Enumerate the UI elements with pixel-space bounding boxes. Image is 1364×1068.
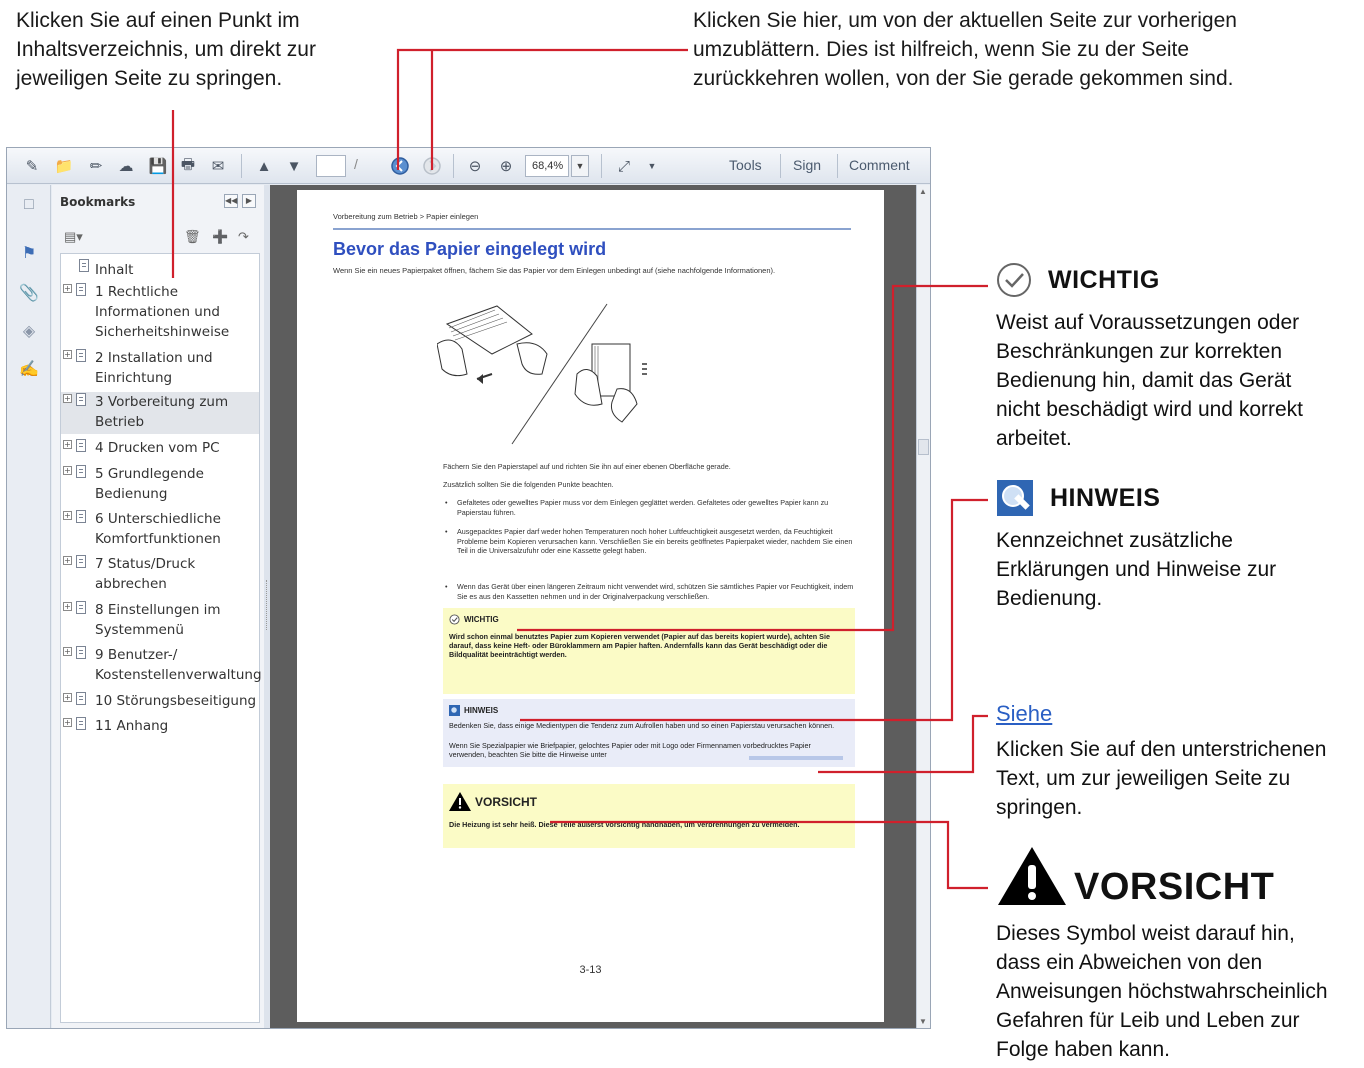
toolbar bbox=[7, 148, 930, 184]
bookmarks-panel bbox=[52, 185, 264, 1028]
bookmark-icon bbox=[76, 646, 86, 659]
wichtig-text: Wird schon einmal benutztes Papier zum Kopieren verwendet (Papier auf das bereits kopiert wurde), achten Sie darauf, dass keine Heft- oder Büroklammern am Papier haften. Andernfalls kann das Gerät beschädigt oder die Bildqualität beeinträchtigt werden. bbox=[449, 632, 830, 660]
bookmark-list bbox=[60, 253, 260, 1023]
edit-document-icon[interactable]: ✏ bbox=[89, 158, 103, 175]
expand-icon[interactable]: + bbox=[64, 693, 71, 702]
bookmark-icon bbox=[76, 349, 86, 362]
print-icon[interactable]: 🖶 bbox=[180, 155, 196, 173]
save-icon[interactable]: 💾 bbox=[148, 158, 168, 175]
create-pdf-icon[interactable]: ✎ bbox=[25, 158, 39, 175]
bookmark-icon bbox=[76, 510, 86, 523]
bookmark-icon bbox=[76, 393, 86, 406]
header-rule bbox=[333, 228, 851, 230]
expand-icon[interactable]: + bbox=[64, 284, 71, 293]
expand-icon[interactable]: + bbox=[64, 350, 71, 359]
bookmark-item-7[interactable] bbox=[61, 554, 259, 596]
legend-text-line: Weist auf Voraussetzungen oder bbox=[996, 311, 1300, 334]
legend-label: HINWEIS bbox=[1050, 483, 1161, 512]
bookmark-item-4[interactable] bbox=[61, 438, 259, 460]
expand-icon[interactable]: + bbox=[64, 466, 71, 475]
expand-icon[interactable]: + bbox=[64, 556, 71, 565]
bookmark-icon bbox=[79, 259, 89, 272]
bookmark-label: 1 Rechtliche Informationen und Sicherheitshinweise bbox=[95, 284, 230, 340]
collapse-panel-icon[interactable]: ◀◀ bbox=[224, 194, 238, 208]
warning-triangle-icon bbox=[996, 845, 1068, 907]
bullet-item: • Wenn das Gerät über einen längeren Zeitraum nicht verwendet wird, schützen Sie sämtliches Papier vor Feuchtigkeit, indem Sie es aus den Kassetten nehmen und in der Originalverpackung verschließen. bbox=[443, 582, 855, 601]
expand-icon[interactable]: + bbox=[64, 511, 71, 520]
points-intro: Zusätzlich sollten Sie die folgenden Punkte beachten. bbox=[443, 480, 614, 489]
next-page-icon[interactable]: ▼ bbox=[286, 157, 302, 175]
wichtig-box bbox=[443, 608, 855, 694]
legend-text-line: Bedienung hin, damit das Gerät bbox=[996, 369, 1292, 392]
previous-page-icon[interactable]: ▲ bbox=[256, 157, 272, 175]
expand-bookmark-icon[interactable]: ↷ bbox=[238, 229, 249, 244]
navigation-rail bbox=[7, 185, 51, 1028]
zoom-in-icon[interactable]: ⊕ bbox=[499, 158, 513, 175]
expand-icon[interactable]: + bbox=[64, 602, 71, 611]
legend-text-line: springen. bbox=[996, 796, 1083, 819]
legend-text-line: Kennzeichnet zusätzliche bbox=[996, 529, 1233, 552]
bookmark-icon bbox=[76, 283, 86, 296]
expand-icon[interactable]: + bbox=[64, 394, 71, 403]
callout-line: Klicken Sie hier, um von der aktuellen Seite zur vorherigen bbox=[693, 9, 1237, 32]
expand-icon[interactable]: + bbox=[64, 440, 71, 449]
siehe-link-placeholder[interactable] bbox=[749, 756, 843, 760]
legend-text-line: Klicken Sie auf den unterstrichenen bbox=[996, 738, 1327, 761]
previous-view-icon[interactable] bbox=[389, 155, 411, 177]
check-circle-icon bbox=[996, 262, 1032, 298]
legend-label: WICHTIG bbox=[1048, 265, 1160, 294]
bookmark-label: 10 Störungsbeseitigung bbox=[95, 693, 257, 709]
bookmark-label: 8 Einstellungen im Systemmenü bbox=[95, 602, 221, 638]
mail-icon[interactable]: ✉ bbox=[211, 158, 225, 175]
layers-icon[interactable]: ◈ bbox=[22, 323, 36, 340]
hinweis-title: HINWEIS bbox=[464, 706, 499, 715]
expand-panel-icon[interactable]: ▶ bbox=[242, 194, 256, 208]
callout-line: zurückkehren wollen, von der Sie gerade gekommen sind. bbox=[693, 67, 1234, 90]
attachments-icon[interactable]: 📎 bbox=[19, 285, 39, 302]
signatures-icon[interactable]: ✍ bbox=[19, 361, 39, 378]
bookmark-item-2[interactable] bbox=[61, 348, 259, 390]
bookmark-item-3[interactable] bbox=[61, 392, 259, 434]
bookmark-item-inhalt[interactable] bbox=[61, 258, 259, 280]
bullet-item: • Ausgepacktes Papier darf weder hohen Temperaturen noch hoher Luftfeuchtigkeit ausgesetzt werden, da Feuchtigkeit Probleme beim Kopieren verursachen kann. Verschließen Sie ein bereits geöffnetes Papierpaket wieder, nachdem Sie einen Teil in die Universalzufuhr oder eine Kassette gelegt haben. bbox=[443, 527, 855, 556]
bookmark-label: 3 Vorbereitung zum Betrieb bbox=[95, 394, 229, 430]
bookmark-icon bbox=[76, 601, 86, 614]
page-title: Bevor das Papier eingelegt wird bbox=[333, 239, 607, 259]
bookmark-label: 2 Installation und Einrichtung bbox=[95, 350, 213, 386]
bookmark-label: Inhalt bbox=[95, 262, 134, 278]
delete-bookmark-icon[interactable]: 🗑 bbox=[184, 229, 201, 244]
siehe-link[interactable]: Siehe bbox=[996, 701, 1053, 726]
legend-text-line: dass ein Abweichen von den bbox=[996, 951, 1263, 974]
hinweis-text-1: Bedenken Sie, dass einige Medientypen die Tendenz zum Aufrollen haben und so einen Papierstau verursachen können. bbox=[449, 721, 835, 730]
bookmark-item-6[interactable] bbox=[61, 509, 259, 551]
vorsicht-title: VORSICHT bbox=[475, 794, 538, 809]
legend-text-line: Text, um zur jeweiligen Seite zu bbox=[996, 767, 1291, 790]
callout-line: umzublättern. Dies ist hilfreich, wenn Sie zu der Seite bbox=[693, 38, 1190, 61]
sign-tab[interactable]: Sign bbox=[793, 157, 822, 173]
bookmark-label: 6 Unterschiedliche Komfortfunktionen bbox=[95, 511, 221, 547]
legend-siehe bbox=[996, 701, 1364, 822]
legend-text-line: Beschränkungen zur korrekten bbox=[996, 340, 1282, 363]
open-file-icon[interactable]: 📁 bbox=[54, 158, 74, 175]
hinweis-text-2: Wenn Sie Spezialpapier wie Briefpapier, gelochtes Papier oder mit Logo oder Firmennamen vorbedrucktes Papier verwenden, beachten Sie bitte die Hinweise unter bbox=[449, 741, 811, 760]
page-intro: Wenn Sie ein neues Papierpaket öffnen, fächern Sie das Papier vor dem Einlegen unbedingt auf (siehe nachfolgende Informationen). bbox=[333, 266, 776, 275]
legend-vorsicht bbox=[996, 845, 1364, 1064]
bookmark-item-10[interactable] bbox=[61, 691, 259, 713]
warning-triangle-icon bbox=[449, 792, 471, 811]
next-view-icon[interactable] bbox=[421, 155, 443, 177]
page-separator: / bbox=[354, 156, 358, 172]
expand-icon[interactable]: + bbox=[64, 647, 71, 656]
scroll-thumb[interactable] bbox=[918, 439, 929, 455]
bookmark-item-1[interactable] bbox=[61, 282, 259, 344]
note-icon bbox=[449, 705, 460, 716]
hinweis-box bbox=[443, 699, 855, 767]
cloud-icon[interactable]: ☁ bbox=[118, 158, 134, 175]
paper-fanning-illustration bbox=[437, 294, 687, 448]
fullscreen-icon[interactable]: ⤢ bbox=[617, 157, 630, 175]
bookmark-icon bbox=[76, 555, 86, 568]
legend-wichtig bbox=[996, 260, 1364, 453]
bookmark-label: 7 Status/Druck abbrechen bbox=[95, 556, 196, 592]
check-circle-icon bbox=[449, 614, 460, 625]
callout-bookmarks bbox=[16, 6, 376, 93]
document-canvas bbox=[270, 185, 916, 1028]
legend-text-line: Dieses Symbol weist darauf hin, bbox=[996, 922, 1295, 945]
callout-line: Inhaltsverzeichnis, um direkt zur bbox=[16, 38, 316, 61]
bookmark-item-5[interactable] bbox=[61, 464, 259, 506]
legend-text-line: Bedienung. bbox=[996, 587, 1103, 610]
document-page bbox=[297, 190, 884, 1022]
callout-previous-view bbox=[693, 6, 1333, 93]
page-breadcrumb[interactable]: Vorbereitung zum Betrieb > Papier einlegen bbox=[333, 212, 479, 221]
vorsicht-text: Die Heizung ist sehr heiß. Diese Teile äußerst vorsichtig handhaben, um Verbrennungen zu vermeiden. bbox=[449, 820, 800, 829]
zoom-input[interactable]: 68,4% bbox=[525, 155, 569, 177]
legend-text-line: Anweisungen höchstwahrscheinlich bbox=[996, 980, 1328, 1003]
legend-label: VORSICHT bbox=[1074, 866, 1275, 908]
bookmark-item-8[interactable] bbox=[61, 600, 259, 642]
legend-text-line: Gefahren für Leib und Leben zur bbox=[996, 1009, 1300, 1032]
vertical-scrollbar[interactable]: ▲ ▼ bbox=[916, 185, 930, 1028]
bookmarks-icon[interactable]: ⚑ bbox=[21, 245, 37, 262]
fan-instruction: Fächern Sie den Papierstapel auf und richten Sie ihn auf einer ebenen Oberfläche gerade. bbox=[443, 462, 731, 471]
new-bookmark-icon[interactable]: ➕ bbox=[212, 229, 229, 244]
pages-icon[interactable]: □ bbox=[24, 196, 34, 213]
bookmark-item-9[interactable] bbox=[61, 645, 262, 687]
legend-text-line: nicht beschädigt wird und korrekt bbox=[996, 398, 1303, 421]
bookmarks-title: Bookmarks bbox=[60, 195, 136, 209]
bookmark-label: 5 Grundlegende Bedienung bbox=[95, 466, 204, 502]
bookmark-icon bbox=[76, 465, 86, 478]
page-number-input[interactable] bbox=[316, 155, 346, 177]
legend-text-line: arbeitet. bbox=[996, 427, 1072, 450]
bookmark-label: 11 Anhang bbox=[95, 718, 169, 734]
zoom-out-icon[interactable]: ⊖ bbox=[468, 158, 482, 175]
legend-text-line: Erklärungen und Hinweise zur bbox=[996, 558, 1277, 581]
tools-tab[interactable]: Tools bbox=[729, 157, 762, 173]
bookmark-label: 4 Drucken vom PC bbox=[95, 440, 220, 456]
expand-icon[interactable]: + bbox=[64, 718, 71, 727]
bookmark-icon bbox=[76, 439, 86, 452]
note-icon bbox=[996, 479, 1034, 517]
options-menu-icon[interactable]: ▤▾ bbox=[64, 229, 83, 244]
comment-tab[interactable]: Comment bbox=[849, 157, 910, 173]
bullet-item: • Gefaltetes oder gewelltes Papier muss vor dem Einlegen geglättet werden. Gefaltetes oder gewelltes Papier kann zu Papierstau führen. bbox=[443, 498, 855, 517]
wichtig-title: WICHTIG bbox=[464, 615, 499, 624]
zoom-dropdown[interactable]: ▼ bbox=[571, 155, 589, 177]
chevron-down-icon[interactable]: ▼ bbox=[647, 161, 657, 171]
vorsicht-box bbox=[443, 784, 855, 848]
bookmark-item-11[interactable] bbox=[61, 716, 259, 738]
callout-line: Klicken Sie auf einen Punkt im bbox=[16, 9, 300, 32]
legend-text-line: Folge haben kann. bbox=[996, 1038, 1170, 1061]
callout-line: jeweiligen Seite zu springen. bbox=[16, 67, 283, 90]
bookmark-label: 9 Benutzer-/ Kostenstellenverwaltung bbox=[95, 647, 262, 683]
bookmark-icon bbox=[76, 717, 86, 730]
bookmark-icon bbox=[76, 692, 86, 705]
legend-hinweis bbox=[996, 478, 1364, 613]
page-number: 3-13 bbox=[579, 964, 602, 976]
pdf-viewer-window bbox=[6, 147, 931, 1029]
